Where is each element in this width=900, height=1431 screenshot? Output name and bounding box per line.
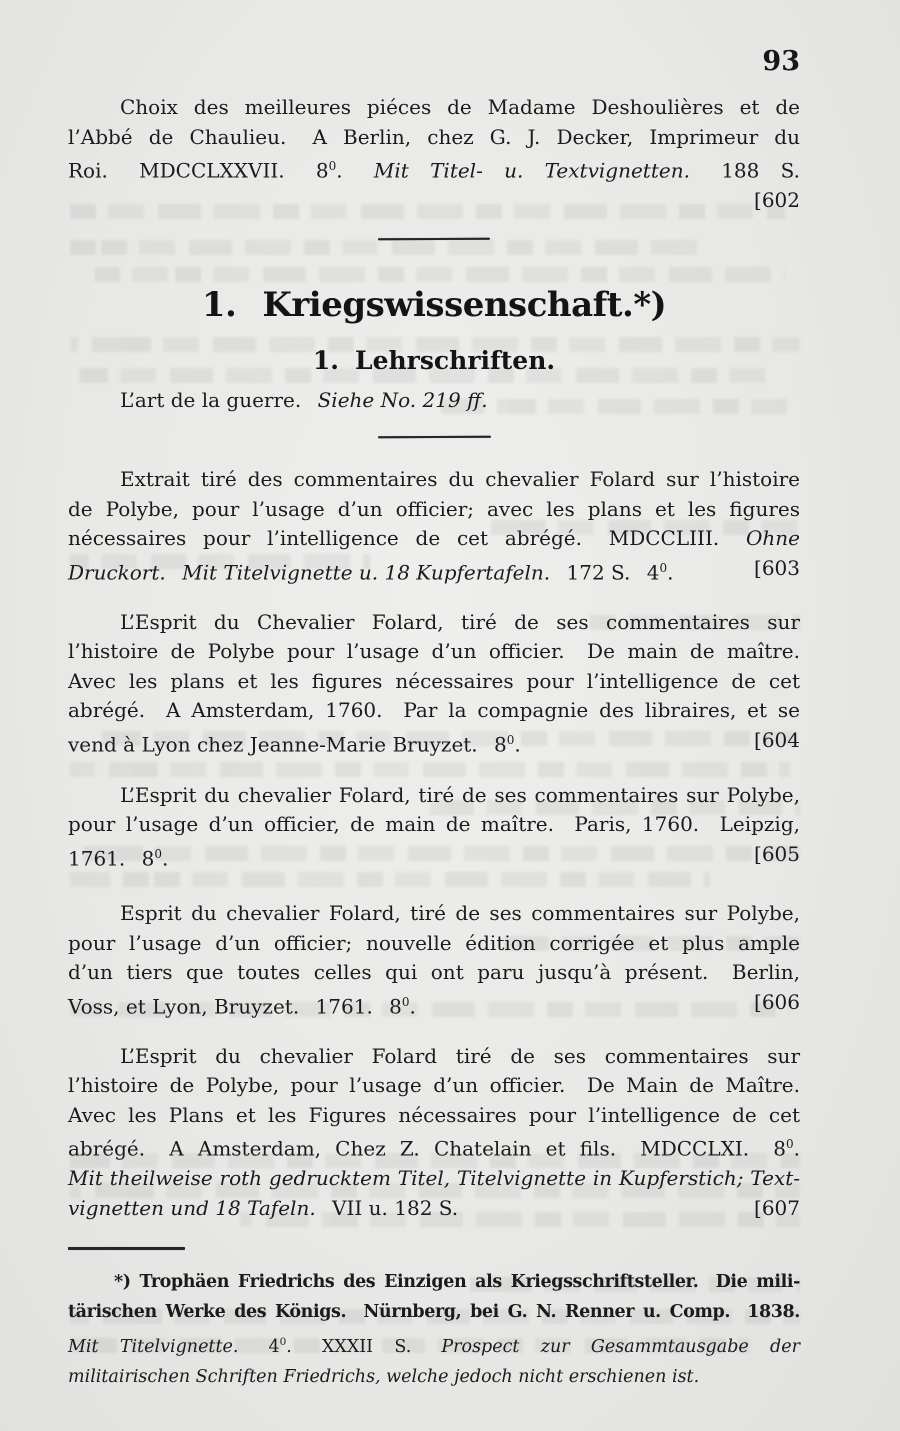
text-segment: . [409,994,416,1019]
text-segment: Esprit du chevalier Folard, tiré de ses commentaires sur Polybe, [120,901,800,926]
text-line [68,781,800,811]
text-segment: Druckort. Mit Titelvignette u. 18 Kupfertafeln. [68,560,551,585]
text-segment: L’art de la guerre. [120,387,318,412]
footnote-divider [68,1247,185,1250]
text-segment: pour l’usage d’un officier, de main de maître. Paris, 1760. Leipzig, [68,812,800,837]
text-segment: . [336,158,374,183]
entry-number: [606 [754,989,800,1014]
text-segment: 0 [401,994,410,1009]
text-segment: pour l’usage d’un officier; nouvelle édition corrigée et plus ample [68,930,800,955]
text-line [68,495,800,525]
text-line [68,726,800,760]
bibliography-entry-603 [68,465,800,588]
text-line [68,1071,800,1101]
text-segment: L’Esprit du chevalier Folard, tiré de ses commentaires sur Polybe, [120,782,800,807]
text-line [68,1130,800,1164]
text-segment: 4 [238,1336,280,1357]
text-segment: . [667,560,674,585]
text-segment: Choix des meilleures piéces de Madame Deshoulières et de [120,95,800,119]
entry-number: [602 [754,188,800,213]
text-line [68,637,800,667]
bibliography-entry-606 [68,899,800,1022]
text-line [68,1101,800,1131]
text-line [68,554,800,588]
text-segment: Mit Titelvignette. [68,1336,239,1357]
page-number: 93 [762,46,800,77]
text-segment: l’histoire de Polybe, pour l’usage d’un officier. De Main de Maître. [68,1073,800,1098]
text-segment: Extrait tiré des commentaires du chevalier Folard sur l’histoire [120,467,800,492]
text-line [68,1297,800,1327]
text-segment: Mit Titel- u. Textvignetten. [373,158,690,183]
text-line [68,667,800,697]
text-line [68,608,800,638]
text-segment: vend à Lyon chez Jeanne-Marie Bruyzet. 8 [68,732,507,757]
entries-above-heading [68,93,800,216]
text-segment: de Polybe, pour l’usage d’un officier; avec les plans et les figures [68,496,800,521]
text-segment: nécessaires pour l’intelligence de cet abrégé. MDCCLIII. [68,526,746,551]
text-segment: l’histoire de Polybe pour l’usage d’un officier. De main de maître. [68,639,800,664]
text-line [68,696,800,726]
text-segment: 1761. 8 [68,846,155,871]
bibliography-entry-605 [68,781,800,874]
text-line [68,929,800,959]
text-line [68,810,800,840]
text-segment: vignetten und 18 Tafeln. [68,1195,316,1220]
text-segment: . [161,846,169,871]
text-segment: Roi. MDCCLXXVII. 8 [68,158,329,183]
entry-number: [607 [754,1195,800,1220]
text-segment: 0 [506,732,515,747]
chapter-heading [68,284,800,326]
text-segment: 172 S. 4 [550,560,660,585]
text-line [68,152,800,186]
text-segment: *) Trophäen Friedrichs des Einzigen als Kriegsschriftsteller. Die mili- [114,1271,800,1292]
text-line [68,1194,800,1224]
entry-number: [604 [754,727,800,752]
text-line [68,1042,800,1072]
subsection-heading [68,345,800,376]
text-segment: . XXXII S. [286,1336,442,1357]
text-segment: 0 [659,560,668,575]
subsection-number: 1. [312,345,340,375]
text-segment: 0 [279,1335,287,1348]
text-segment: L’Esprit du chevalier Folard tiré de ses commentaires sur [120,1043,800,1068]
text-line [68,186,800,216]
text-segment: Mit theilweise roth gedrucktem Titel, Titelvignette in Kupferstich; Text- [68,1166,800,1191]
text-segment: 0 [786,1137,794,1152]
text-line [68,386,800,416]
bibliography-entry-602 [68,93,800,216]
text-line [68,988,800,1022]
text-line [68,123,800,153]
text-segment: Ohne [746,526,800,551]
text-segment: VII u. 182 S. [315,1195,459,1220]
entry-number: [605 [754,841,800,866]
text-segment: militairischen Schriften Friedrichs, welche jedoch nicht erschienen ist. [68,1366,700,1387]
text-segment: . [514,732,521,757]
text-segment: . [793,1136,800,1161]
text-line [68,465,800,495]
text-segment: d’un tiers que toutes celles qui ont paru jusqu’à présent. Berlin, [68,960,800,985]
text-segment: abrégé. A Amsterdam, 1760. Par la compagnie des libraires, et se [68,698,800,723]
text-segment: 0 [154,846,162,861]
bibliography-entry-607 [68,1042,800,1224]
text-line [68,1327,800,1362]
text-segment: L’Esprit du Chevalier Folard, tiré de ses commentaires sur [120,609,800,634]
text-segment: 0 [328,159,337,173]
section-divider [377,436,490,439]
section-divider [378,237,490,239]
text-line [68,1164,800,1194]
entry-number: [603 [754,555,800,580]
text-segment: abrégé. A Amsterdam, Chez Z. Chatelain et fils. MDCCLXI. 8 [68,1136,786,1161]
text-line [68,1362,800,1392]
text-segment: Prospect zur Gesammtausgabe der [441,1336,800,1357]
text-column [68,93,800,1392]
text-line [68,1267,800,1297]
subsection-title: Lehrschriften. [355,345,556,375]
text-segment: Avec les Plans et les Figures nécessaires pour l’intelligence de cet [68,1102,800,1127]
text-line [68,840,800,874]
text-segment: Avec les plans et les figures nécessaires pour l’intelligence de cet [68,668,800,693]
text-segment: Voss, et Lyon, Bruyzet. 1761. 8 [68,994,402,1019]
entries-main-list [68,465,800,1223]
text-line [68,93,800,123]
text-segment: tärischen Werke des Königs. Nürnberg, bei G. N. Renner u. Comp. 1838. [68,1301,800,1322]
cross-reference-line [68,386,800,416]
text-segment: 188 S. [689,158,801,183]
text-segment: l’Abbé de Chaulieu. A Berlin, chez G. J. Decker, Imprimeur du [68,124,800,149]
chapter-number: 1. [201,284,237,325]
chapter-title: Kriegswissenschaft.*) [262,284,667,325]
footnote [68,1267,800,1392]
bibliography-entry-604 [68,608,800,760]
text-line [68,958,800,988]
text-line [68,899,800,929]
text-line [68,524,800,554]
text-segment: Siehe No. 219 ff. [317,387,488,412]
